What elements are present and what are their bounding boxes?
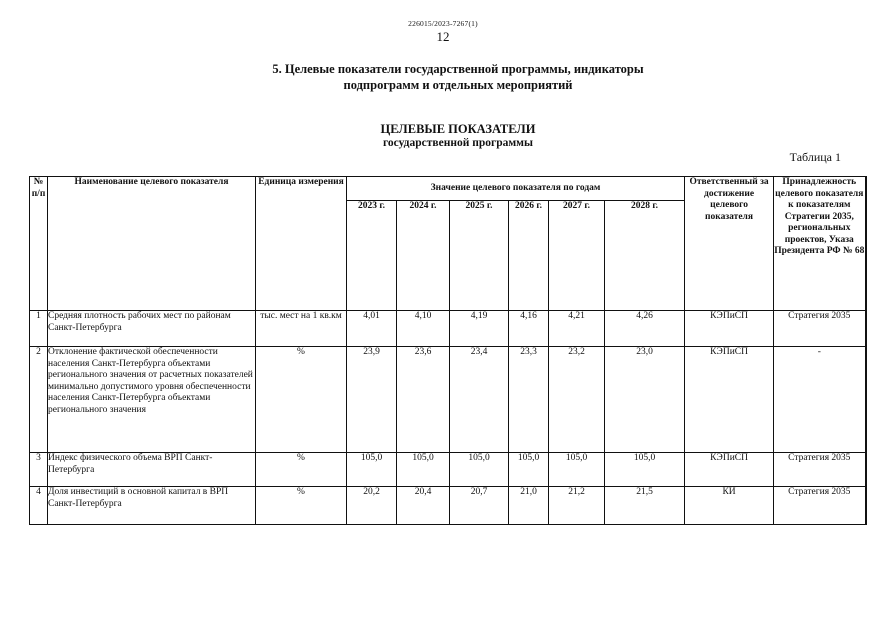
col-header-responsible: Ответственный за достижение целевого показателя [685,177,774,311]
indicator-name: Средняя плотность рабочих мест по районам Санкт-Петербурга [48,311,256,347]
value-2025: 105,0 [450,453,509,487]
row-number: 4 [30,487,48,525]
table-row [30,347,866,453]
value-2026: 105,0 [509,453,549,487]
document-id: 226015/2023-7267(1) [408,19,478,28]
unit-cell: % [256,347,347,453]
value-2026: 21,0 [509,487,549,525]
value-2023: 4,01 [347,311,397,347]
col-header-year: 2025 г. [450,201,509,311]
value-2028: 21,5 [605,487,685,525]
col-header-year: 2028 г. [605,201,685,311]
value-2028: 4,26 [605,311,685,347]
value-2026: 4,16 [509,311,549,347]
indicator-name: Отклонение фактической обеспеченности населения Санкт-Петербурга объектами регионального значения от расчетных показателей минимально допустимого уровня обеспеченности населения Санкт-Петербурга объектами регионального значения [48,347,256,453]
row-number: 3 [30,453,48,487]
value-2024: 105,0 [397,453,450,487]
col-header-num: № п/п [30,177,48,311]
value-2023: 105,0 [347,453,397,487]
table-row [30,311,866,347]
col-header-name: Наименование целевого показателя [48,177,256,311]
unit-cell: тыс. мест на 1 кв.км [256,311,347,347]
value-2024: 23,6 [397,347,450,453]
responsible-cell: КЭПиСП [685,453,774,487]
col-header-values-group: Значение целевого показателя по годам [347,177,685,201]
section-title [0,61,886,93]
value-2027: 23,2 [549,347,605,453]
col-header-year: 2027 г. [549,201,605,311]
value-2025: 23,4 [450,347,509,453]
row-number: 2 [30,347,48,453]
value-2025: 4,19 [450,311,509,347]
belonging-cell: Стратегия 2035 [774,311,866,347]
value-2024: 20,4 [397,487,450,525]
target-indicators-table [29,176,867,525]
value-2026: 23,3 [509,347,549,453]
belonging-cell: Стратегия 2035 [774,487,866,525]
col-header-year: 2023 г. [347,201,397,311]
page-number: 12 [436,29,450,44]
value-2023: 20,2 [347,487,397,525]
table-heading: ЦЕЛЕВЫЕ ПОКАЗАТЕЛИ [380,122,536,136]
belonging-cell: - [774,347,866,453]
value-2027: 105,0 [549,453,605,487]
section-title-line-2: подпрограмм и отдельных мероприятий [343,78,573,92]
value-2027: 21,2 [549,487,605,525]
col-header-year: 2024 г. [397,201,450,311]
value-2024: 4,10 [397,311,450,347]
indicator-name: Доля инвестиций в основной капитал в ВРП Санкт-Петербурга [48,487,256,525]
section-title-line-1: 5. Целевые показатели государственной программы, индикаторы [272,62,644,76]
table-row [30,487,866,525]
row-number: 1 [30,311,48,347]
responsible-cell: КЭПиСП [685,347,774,453]
col-header-year: 2026 г. [509,201,549,311]
header-row-1 [30,177,866,201]
table-caption: Таблица 1 [789,150,841,164]
belonging-cell: Стратегия 2035 [774,453,866,487]
value-2023: 23,9 [347,347,397,453]
table-row [30,453,866,487]
responsible-cell: КЭПиСП [685,311,774,347]
value-2025: 20,7 [450,487,509,525]
col-header-unit: Единица измерения [256,177,347,311]
responsible-cell: КИ [685,487,774,525]
unit-cell: % [256,453,347,487]
indicator-name: Индекс физического объема ВРП Санкт-Петербурга [48,453,256,487]
value-2027: 4,21 [549,311,605,347]
table-subheading: государственной программы [383,137,533,149]
unit-cell: % [256,487,347,525]
value-2028: 23,0 [605,347,685,453]
value-2028: 105,0 [605,453,685,487]
col-header-belonging: Принадлежность целевого показателя к показателям Стратегии 2035, региональных проектов, Указа Президента РФ № 68 [774,177,866,311]
